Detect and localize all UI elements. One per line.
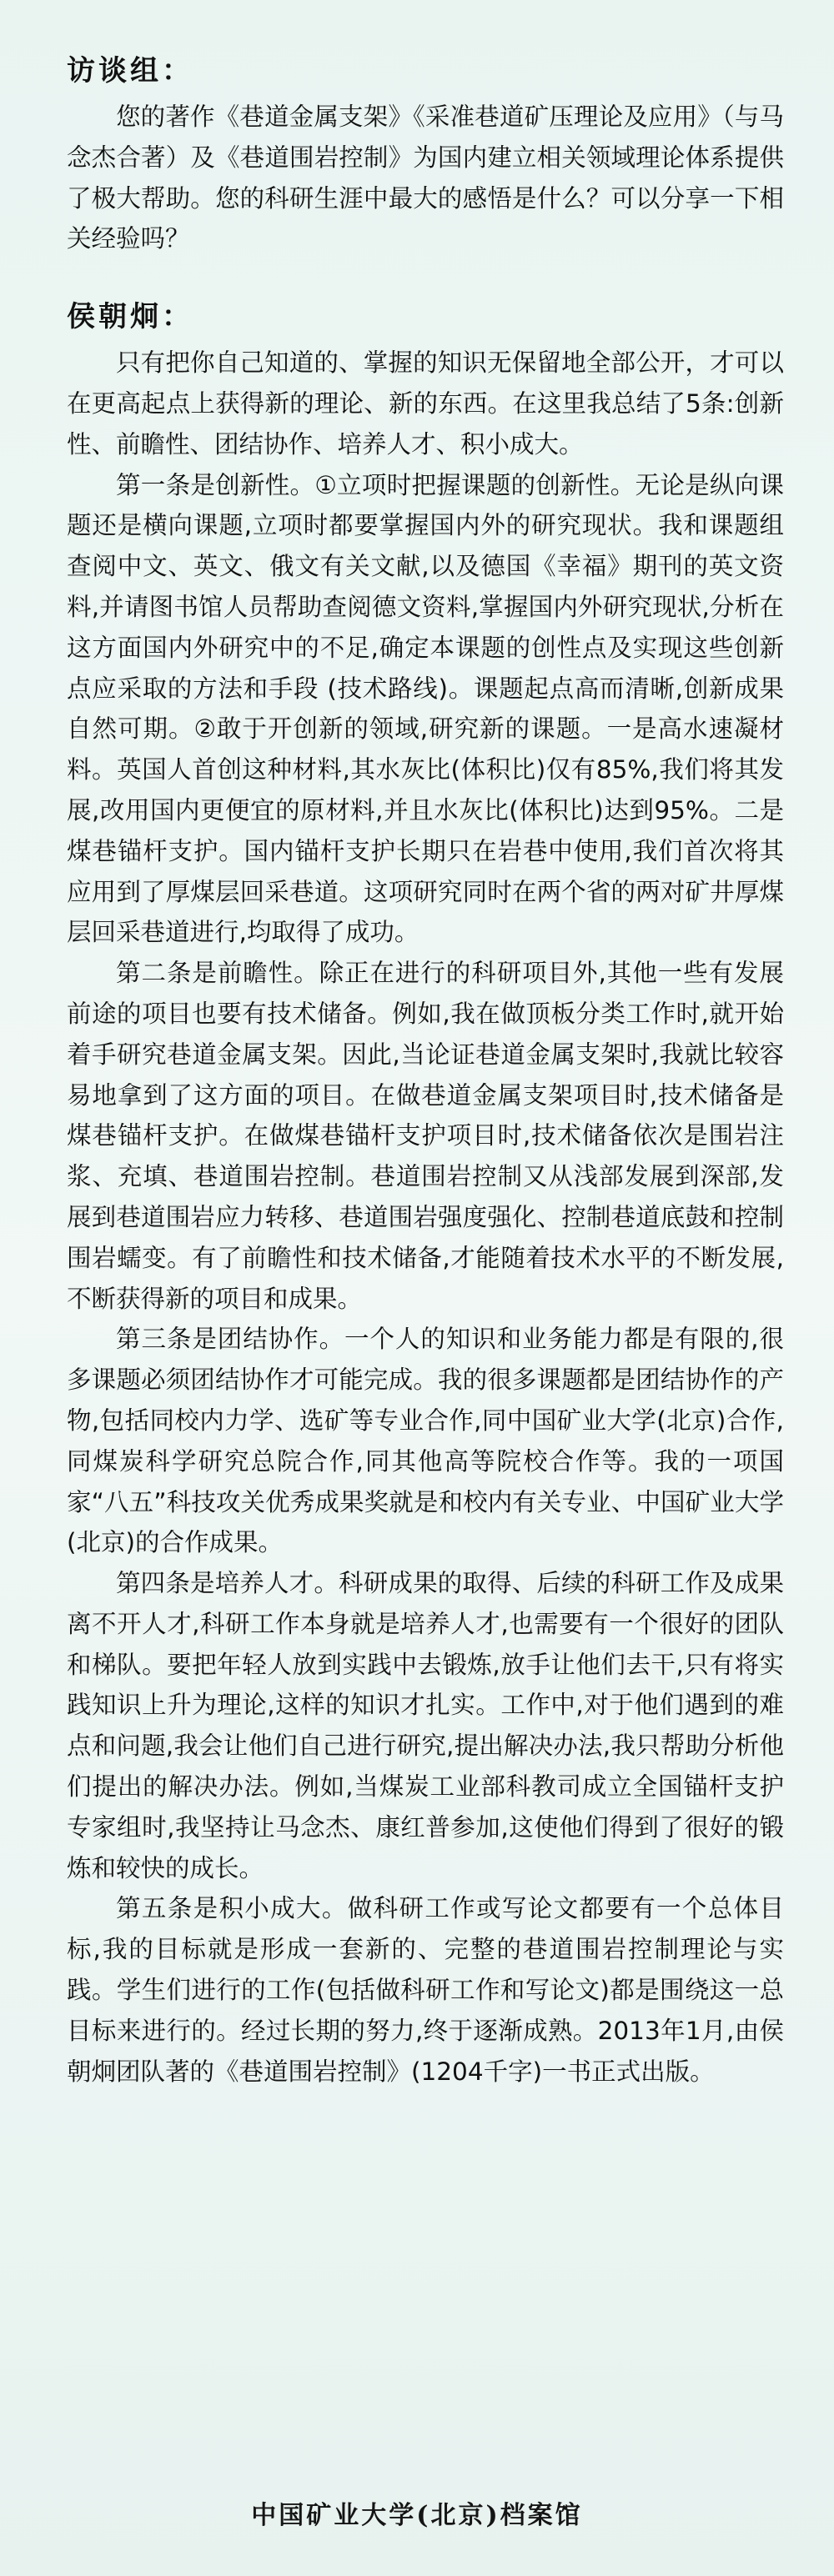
interview-question: 您的著作《巷道金属支架》《采准巷道矿压理论及应用》（与马念杰合著）及《巷道围岩控制》为国内建立相关领域理论体系提供了极大帮助。您的科研生涯中最大的感悟是什么？可以分享一下相关经验吗？ xyxy=(67,103,784,253)
answer-paragraph-talent: 第四条是培养人才。科研成果的取得、后续的科研工作及成果离不开人才,科研工作本身就是培养人才,也需要有一个很好的团队和梯队。要把年轻人放到实践中去锻炼,放手让他们去干,只有将实践知识上升为理论,这样的知识才扎实。工作中,对于他们遇到的难点和问题,我会让他们自己进行研究,提出解决办法,我只帮助分析他们提出的解决办法。例如,当煤炭工业部科教司成立全国锚杆支护专家组时,我坚持让马念杰、康红普参加,这使他们得到了很好的锻炼和较快的成长。 xyxy=(67,1569,784,1882)
answer-paragraph-innovation: 第一条是创新性。①立项时把握课题的创新性。无论是纵向课题还是横向课题,立项时都要掌握国内外的研究现状。我和课题组查阅中文、英文、俄文有关文献,以及德国《幸福》期刊的英文资料,并请图书馆人员帮助查阅德文资料,掌握国内外研究现状,分析在这方面国内外研究中的不足,确定本课题的创性点及实现这些创新点应采取的方法和手段 (技术路线)。课题起点高而清晰,创新成果自然可期。②敢于开创新的领域,研究新的课题。一是高水速凝材料。英国人首创这种材料,其水灰比(体积比)仅有85%,我们将其发展,改用国内更便宜的原材料,并且水灰比(体积比)达到95%。二是煤巷锚杆支护。国内锚杆支护长期只在岩巷中使用,我们首次将其应用到了厚煤层回采巷道。这项研究同时在两个省的两对矿井厚煤层回采巷道进行,均取得了成功。 xyxy=(67,470,784,947)
answer-paragraph-intro: 只有把你自己知道的、掌握的知识无保留地全部公开，才可以在更高起点上获得新的理论、新的东西。在这里我总结了5条:创新性、前瞻性、团结协作、培养人才、积小成大。 xyxy=(67,348,784,459)
archive-footer: 中国矿业大学(北京)档案馆 xyxy=(251,2501,583,2530)
answer-paragraph-collaboration: 第三条是团结协作。一个人的知识和业务能力都是有限的,很多课题必须团结协作才可能完成。我的很多课题都是团结协作的产物,包括同校内力学、选矿等专业合作,同中国矿业大学(北京)合作,同煤炭科学研究总院合作,同其他高等院校合作等。我的一项国家“八五”科技攻关优秀成果奖就是和校内有关专业、中国矿业大学(北京)的合作成果。 xyxy=(67,1325,784,1557)
answer-paragraph-accumulation: 第五条是积小成大。做科研工作或写论文都要有一个总体目标,我的目标就是形成一套新的、完整的巷道围岩控制理论与实践。学生们进行的工作(包括做科研工作和写论文)都是围绕这一总目标来进行的。经过长期的努力,终于逐渐成熟。2013年1月,由侯朝炯团队著的《巷道围岩控制》(1204千字)一书正式出版。 xyxy=(67,1894,784,2086)
respondent-label: 侯朝炯： xyxy=(67,300,193,334)
interviewer-label: 访谈组： xyxy=(67,54,193,88)
answer-paragraph-foresight: 第二条是前瞻性。除正在进行的科研项目外,其他一些有发展前途的项目也要有技术储备。例如,我在做顶板分类工作时,就开始着手研究巷道金属支架。因此,当论证巷道金属支架时,我就比较容易地拿到了这方面的项目。在做巷道金属支架项目时,技术储备是煤巷锚杆支护。在做煤巷锚杆支护项目时,技术储备依次是围岩注浆、充填、巷道围岩控制。巷道围岩控制又从浅部发展到深部,发展到巷道围岩应力转移、巷道围岩强度强化、控制巷道底鼓和控制围岩蠕变。有了前瞻性和技术储备,才能随着技术水平的不断发展,不断获得新的项目和成果。 xyxy=(67,959,784,1313)
interview-content xyxy=(67,50,784,2092)
